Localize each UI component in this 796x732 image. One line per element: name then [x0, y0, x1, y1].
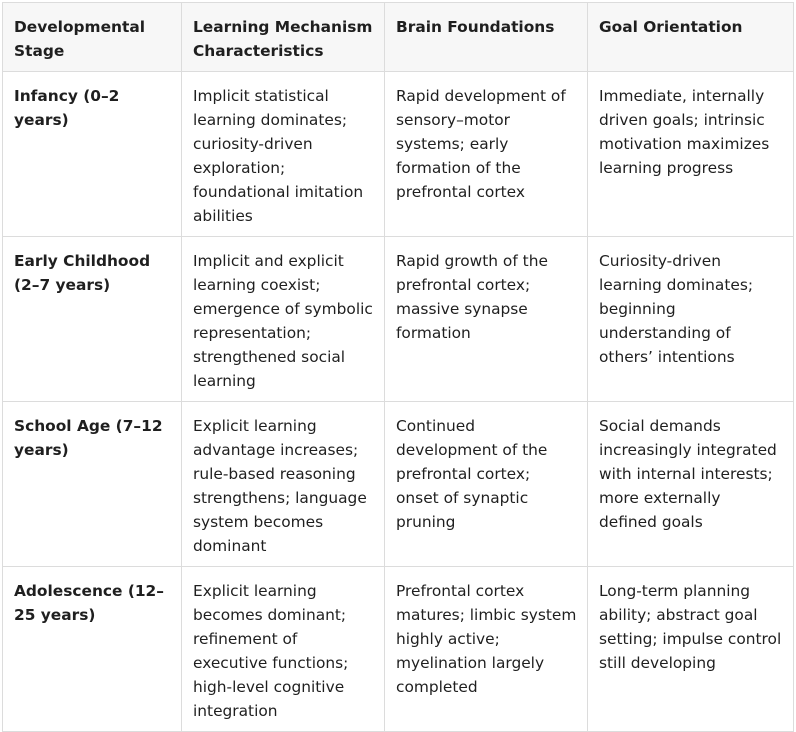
learning-cell: Explicit learning becomes dominant; refinement of executive functions; high-level cognitive integration [182, 567, 385, 732]
learning-cell: Implicit and explicit learning coexist; emergence of symbolic representation; strengthened social learning [182, 237, 385, 402]
stage-cell: Early Childhood (2–7 years) [3, 237, 182, 402]
header-goal-orientation: Goal Orientation [588, 3, 794, 72]
header-developmental-stage: Developmental Stage [3, 3, 182, 72]
brain-cell: Prefrontal cortex matures; limbic system highly active; myelination largely completed [385, 567, 588, 732]
table-row [3, 237, 794, 402]
stage-cell: Adolescence (12–25 years) [3, 567, 182, 732]
header-brain-foundations: Brain Foundations [385, 3, 588, 72]
header-row [3, 3, 794, 72]
developmental-stages-table [2, 2, 794, 732]
learning-cell: Explicit learning advantage increases; rule-based reasoning strengthens; language system becomes dominant [182, 402, 385, 567]
goal-cell: Long-term planning ability; abstract goal setting; impulse control still developing [588, 567, 794, 732]
table-row [3, 567, 794, 732]
table-body [3, 72, 794, 732]
goal-cell: Social demands increasingly integrated with internal interests; more externally defined goals [588, 402, 794, 567]
learning-cell: Implicit statistical learning dominates; curiosity-driven exploration; foundational imitation abilities [182, 72, 385, 237]
stage-cell: Infancy (0–2 years) [3, 72, 182, 237]
stage-cell: School Age (7–12 years) [3, 402, 182, 567]
brain-cell: Rapid growth of the prefrontal cortex; massive synapse formation [385, 237, 588, 402]
table-row [3, 402, 794, 567]
brain-cell: Rapid development of sensory–motor systems; early formation of the prefrontal cortex [385, 72, 588, 237]
goal-cell: Immediate, internally driven goals; intrinsic motivation maximizes learning progress [588, 72, 794, 237]
header-learning-mechanism: Learning Mechanism Characteristics [182, 3, 385, 72]
brain-cell: Continued development of the prefrontal cortex; onset of synaptic pruning [385, 402, 588, 567]
goal-cell: Curiosity-driven learning dominates; beginning understanding of others’ intentions [588, 237, 794, 402]
table-row [3, 72, 794, 237]
table-header [3, 3, 794, 72]
